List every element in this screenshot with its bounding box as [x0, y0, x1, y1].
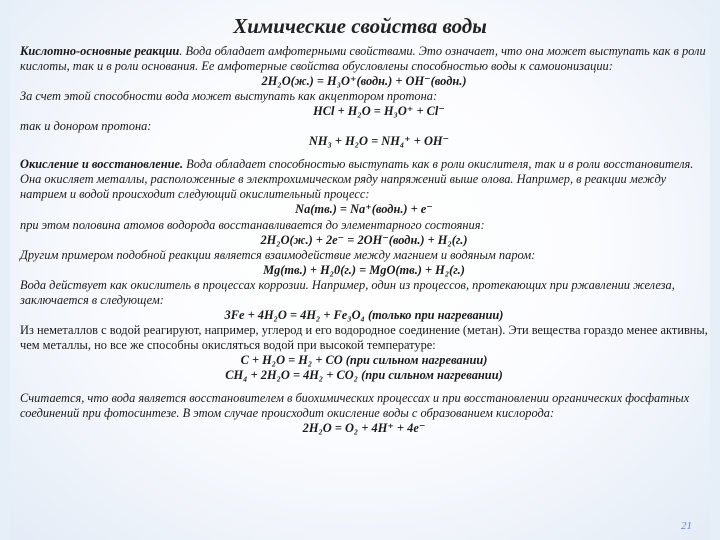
acid-base-heading: Кислотно-основные реакции — [20, 44, 180, 58]
section-gap — [20, 383, 708, 391]
slide-title: Химические свойства воды — [233, 14, 487, 38]
sodium-equation: Na(тв.) = Na⁺(водн.) + e⁻ — [295, 202, 433, 217]
nonmetals-text: Из неметаллов с водой реагируют, например, углерод и его водородное соединение (метан). Эти вещества гораздо менее активны, чем металлы, но все же способны окисляться водой при высокой температуре: — [20, 322, 708, 352]
acid-base-paragraph — [20, 44, 708, 74]
methane-equation: CH₄ + 2H₂O = 4H₂ + CO₂ (при сильном нагревании) — [225, 367, 503, 382]
hcl-equation: HCl + H₂O = H₃O⁺ + Cl⁻ — [313, 104, 445, 119]
page-number: 21 — [681, 520, 692, 532]
acid-base-text: . Вода обладает амфотерными свойствами. Это означает, что она может выступать как в роли кислоты, так и в роли основания. Ее амфотерные свойства обусловлены способностью воды к самоионизации: — [20, 44, 706, 74]
redox-heading: Окисление и восстановление. — [20, 157, 184, 172]
redox-paragraph — [20, 157, 708, 202]
water-oxidation-equation: 2H₂O = O₂ + 4H⁺ + 4e⁻ — [302, 421, 426, 436]
magnesium-equation: Mg(тв.) + H₂0(г.) = MgO(тв.) + H₂(г.) — [263, 262, 465, 277]
proton-donor-text: так и донором протона: — [20, 119, 152, 134]
photosynthesis-text: Считается, что вода является восстановителем в биохимических процессах и при восстановлении органических фосфатных соединений при фотосинтезе. В этом случае происходит окисление воды с образованием кислорода: — [20, 391, 690, 421]
section-gap — [20, 149, 708, 157]
ammonia-equation: NH₃ + H₂O = NH₄⁺ + OH⁻ — [308, 134, 450, 149]
redox-text: Вода обладает способностью выступать как в роли окислителя, так и в роли восстановителя. Она окисляет металлы, расположенные в электрохимическом ряду напряжений выше олова. Например, в реакции между натрием и водой происходит следующий окислительный процесс: — [20, 157, 694, 202]
proton-acceptor-text: За счет этой способности вода может выступать как акцептором протона: — [20, 89, 438, 104]
hydrogen-equation: 2H₂O(ж.) + 2e⁻ = 2OH⁻(водн.) + H₂(г.) — [260, 232, 468, 247]
magnesium-text: Другим примером подобной реакции является взаимодействие между магнием и водяным паром: — [20, 247, 536, 262]
carbon-equation: C + H₂O = H₂ + CO (при сильном нагревании) — [240, 352, 488, 367]
self-ionization-equation: 2H₂O(ж.) = H₃O⁺(водн.) + OH⁻(водн.) — [261, 74, 467, 89]
iron-equation: 3Fe + 4H₂O = 4H₂ + Fe₃O₄ (только при нагревании) — [224, 307, 504, 322]
corrosion-text: Вода действует как окислитель в процессах коррозии. Например, один из процессов, протекающих при ржавлении железа, заключается в следующем: — [20, 277, 675, 307]
hydrogen-reduction-text: при этом половина атомов водорода восстанавливается до элементарного состояния: — [20, 217, 485, 232]
slide-content — [20, 44, 708, 436]
